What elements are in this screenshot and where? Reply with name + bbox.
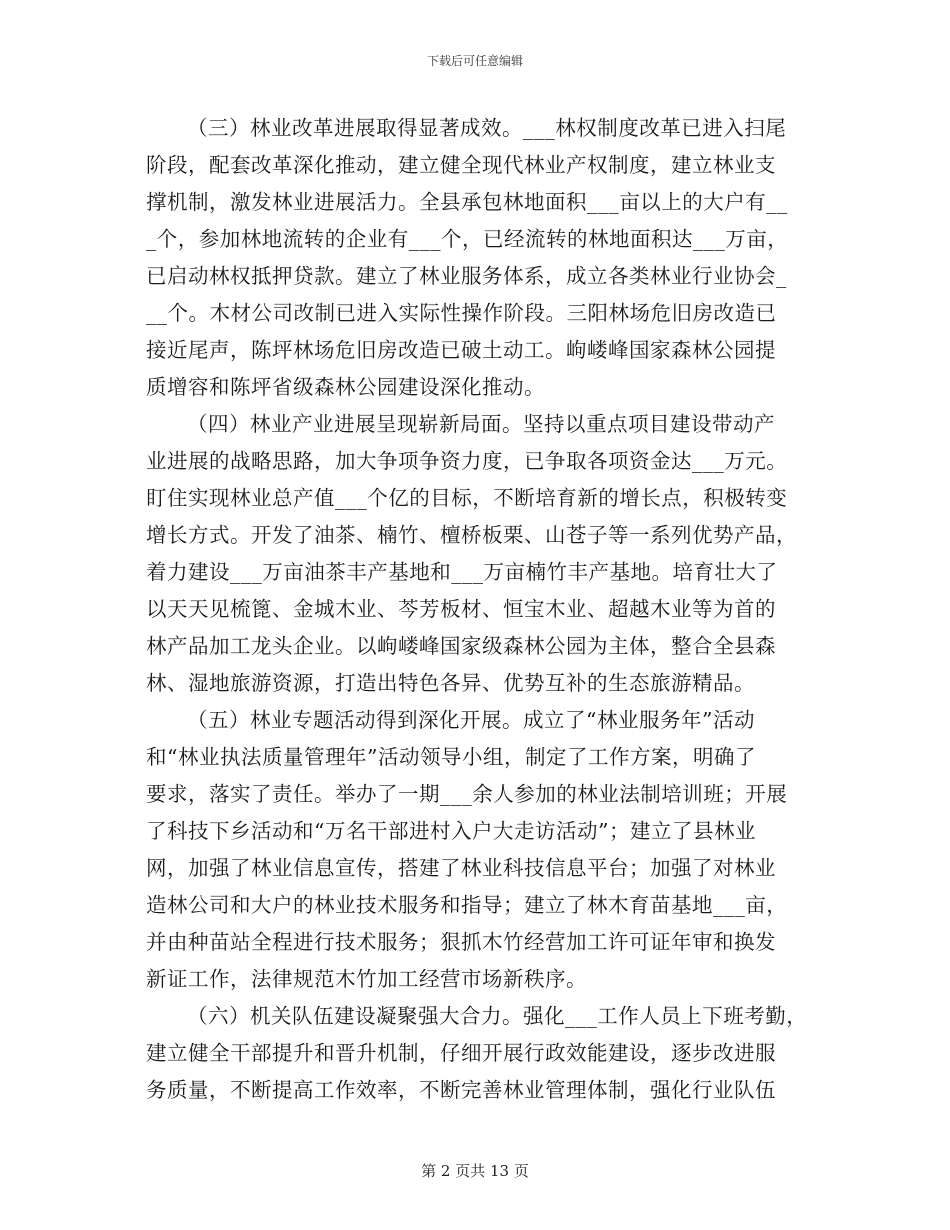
text-line: （五）林业专题活动得到深化开展。成立了“林业服务年”活动	[187, 708, 755, 732]
text-line: 和“林业执法质量管理年”活动领导小组，制定了工作方案，明确了	[146, 745, 756, 769]
text-line: 已启动林权抵押贷款。建立了林业服务体系，成立各类林业行业协会_	[146, 264, 787, 288]
text-line: 网，加强了林业信息宣传，搭建了林业科技信息平台；加强了对林业	[146, 856, 776, 880]
text-line: _个，参加林地流转的企业有___个，已经流转的林地面积达___万亩，	[146, 227, 789, 251]
text-line: 撑机制，激发林业进展活力。全县承包林地面积___亩以上的大户有__	[146, 190, 788, 214]
text-line: 着力建设___万亩油茶丰产基地和___万亩楠竹丰产基地。培育壮大了	[146, 560, 778, 584]
text-line: 新证工作，法律规范木竹加工经营市场新秩序。	[146, 967, 587, 991]
text-line: 造林公司和大户的林业技术服务和指导；建立了林木育苗基地___亩，	[146, 893, 788, 917]
text-line: 盯住实现林业总产值___个亿的目标，不断培育新的增长点，积极转变	[146, 486, 788, 510]
text-line: 业进展的战略思路，加大争项争资力度，已争取各项资金达___万元。	[146, 449, 788, 473]
text-line: 建立健全干部提升和晋升机制，仔细开展行政效能建设，逐步改进服	[146, 1041, 776, 1065]
text-line: 要求，落实了责任。举办了一期___余人参加的林业法制培训班；开展	[146, 782, 788, 806]
text-line: 质增容和陈坪省级森林公园建设深化推动。	[146, 375, 545, 399]
text-line: 林产品加工龙头企业。以岣嵝峰国家级森林公园为主体，整合全县森	[146, 634, 776, 658]
page-number: 第 2 页共 13 页	[421, 1162, 529, 1180]
text-line: 务质量，不断提高工作效率，不断完善林业管理体制，强化行业队伍	[146, 1078, 776, 1102]
text-line: 增长方式。开发了油茶、楠竹、檀桥板栗、山苍子等一系列优势产品，	[146, 523, 797, 547]
text-line: __个。木材公司改制已进入实际性操作阶段。三阳林场危旧房改造已	[146, 301, 777, 325]
paragraph-3	[146, 110, 806, 406]
text-line: （三）林业改革进展取得显著成效。___林权制度改革已进入扫尾	[187, 116, 787, 140]
text-line: 并由种苗站全程进行技术服务；狠抓木竹经营加工许可证年审和换发	[146, 930, 776, 954]
paragraph-4	[146, 406, 806, 702]
text-line: （六）机关队伍建设凝聚强大合力。强化___工作人员上下班考勤，	[187, 1004, 808, 1028]
text-line: 阶段，配套改革深化推动，建立健全现代林业产权制度，建立林业支	[146, 153, 776, 177]
text-line: （四）林业产业进展呈现崭新局面。坚持以重点项目建设带动产	[187, 412, 775, 436]
paragraph-5	[146, 702, 806, 998]
text-line: 接近尾声，陈坪林场危旧房改造已破土动工。岣嵝峰国家森林公园提	[146, 338, 776, 362]
paragraph-6	[146, 998, 806, 1109]
document-body	[146, 110, 806, 1109]
text-line: 林、湿地旅游资源，打造出特色各异、优势互补的生态旅游精品。	[146, 671, 755, 695]
text-line: 了科技下乡活动和“万名干部进村入户大走访活动”；建立了县林业	[146, 819, 756, 843]
page-header: 下载后可任意编辑	[426, 54, 523, 68]
text-line: 以天天见梳篦、金城木业、芩芳板材、恒宝木业、超越木业等为首的	[146, 597, 776, 621]
